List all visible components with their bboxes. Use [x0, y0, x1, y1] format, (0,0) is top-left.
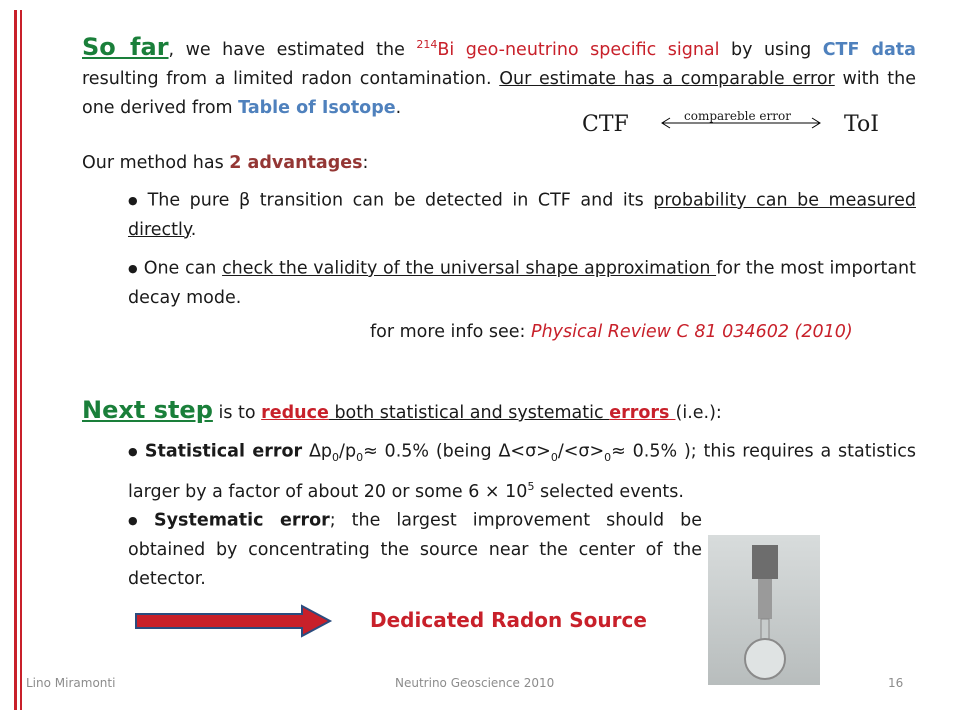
- footer-author: Lino Miramonti: [26, 676, 116, 690]
- footer-title: Neutrino Geoscience 2010: [395, 676, 555, 690]
- diagram-ctf-label: CTF: [582, 112, 629, 137]
- advantages-heading: Our method has 2 advantages:: [82, 153, 369, 173]
- diagram-toi-label: ToI: [844, 112, 879, 137]
- dedicated-radon-source-label: Dedicated Radon Source: [370, 608, 647, 632]
- diagram-arrow-label: compareble error: [684, 109, 791, 123]
- bullet-systematic-error: ● Systematic error; the largest improvement should be obtained by concentrating the source near the center of the detector.: [128, 510, 702, 589]
- radon-source-photo: [708, 535, 820, 685]
- right-arrow-icon: [134, 604, 334, 638]
- intro-paragraph: So far, we have estimated the $^{214}$Bi geo-neutrino specific signal by using CTF data resulting from a limited radon contamination. Our estimate has a comparable error with the one derived from Table of Isotope.: [82, 32, 916, 118]
- reference-line: for more info see: Physical Review C 81 034602 (2010): [370, 322, 853, 342]
- bullet-advantage-1: ● The pure β transition can be detected in CTF and its probability can be measured directly.: [128, 190, 916, 240]
- left-accent-bar-thin: [20, 10, 22, 710]
- double-arrow-icon: [656, 117, 826, 129]
- left-accent-bar: [14, 10, 17, 710]
- bullet-advantage-2: ● One can check the validity of the universal shape approximation for the most important decay mode.: [128, 258, 916, 308]
- reference-link[interactable]: Physical Review C 81 034602 (2010): [531, 322, 853, 342]
- bullet-statistical-error: ● Statistical error $\Delta p_0/p_0\approx 0.5\%$ (being $\Delta<\sigma>_0/<\sigma>_0\approx 0.5\%$ ); this requires a statistics larger by a factor of about 20 or some $6 \times 10^5$ selected events.: [128, 441, 916, 502]
- next-step-heading: Next step is to reduce both statistical and systematic errors (i.e.):: [82, 396, 722, 424]
- page-number: 16: [888, 676, 904, 690]
